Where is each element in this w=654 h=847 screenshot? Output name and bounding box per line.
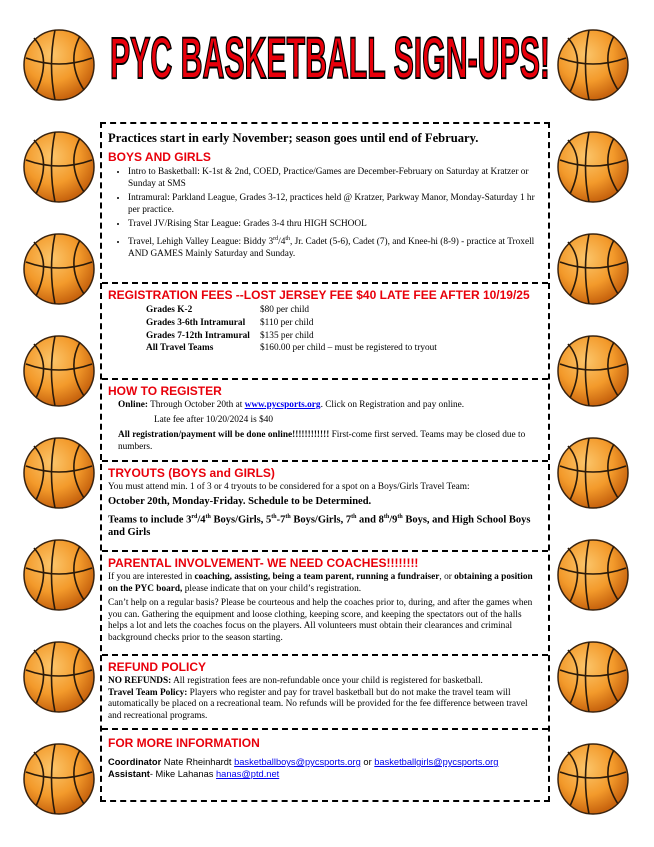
register-note: [118, 430, 542, 453]
tryouts-line3: Teams to include 3rd/4th Boys/Girls, 5th-7th Boys/Girls, 7th and 8th/9th Boys, and High School Boys and Girls: [108, 513, 531, 539]
parental-header: PARENTAL INVOLVEMENT- WE NEED COACHES!!!!!!!!: [108, 556, 419, 570]
info-section: [102, 728, 548, 800]
fee-value: $80 per child: [260, 305, 310, 315]
list-item: • Intramural: Parkland League, Grades 3-12, practices held @ Kratzer, Parkway Manor, Monday-Saturday 1 hr per practice.: [128, 193, 542, 216]
title-text: PYC BASKETBALL SIGN-UPS!: [110, 26, 550, 91]
basketball-icon: [22, 334, 96, 408]
basketball-icon: [22, 742, 96, 816]
fee-label: Grades K-2: [146, 305, 193, 315]
basketball-icon: [22, 436, 96, 510]
basketball-icon: [22, 28, 96, 102]
parental-p2: Can’t help on a regular basis? Please be courteous and help the coaches prior to, during, and after the games when you can. Gathering the equipment and loose clothing, keeping score, and keeping the spectators out of the halls helps a lot and lets the coaches focus on the players. All volunteers must obtain their clearances and criminal background checks prior to the season starting.: [108, 598, 533, 643]
fee-value: $110 per child: [260, 317, 314, 328]
fee-label: All Travel Teams: [146, 343, 214, 354]
practices-line: Practices start in early November; season goes until end of February.: [108, 131, 479, 145]
refund-l1: NO REFUNDS: All registration fees are non-refundable once your child is registered for basketball.: [108, 676, 483, 686]
basketball-icon: [556, 436, 630, 510]
assistant-line: Assistant- Mike Lahanas hanas@ptd.net: [108, 769, 280, 779]
list-item: • Travel, Lehigh Valley League: Biddy 3rd/4th, Jr. Cadet (5-6), Cadet (7), and Knee-hi (8-9) - practice at Troxell AND GAMES Mainly Saturday and Sunday.: [128, 234, 542, 260]
fees-section: [102, 282, 548, 378]
list-item: • Intro to Basketball: K-1st & 2nd, COED, Practice/Games are December-February on Saturday at Kratzer or Sunday at SMS: [128, 167, 542, 190]
online-pre: Through October 20th at: [147, 400, 245, 410]
refund-section: [102, 654, 548, 728]
table-row: [146, 342, 542, 355]
parental-p1: If you are interested in coaching, assisting, being a team parent, running a fundraiser, or obtaining a position on the PYC board, please indicate that on your child’s registration.: [108, 572, 533, 594]
email-link[interactable]: basketballboys@pycsports.org: [234, 757, 361, 767]
basketball-icon: [556, 334, 630, 408]
register-header: HOW TO REGISTER: [108, 384, 222, 398]
boys-girls-list: [108, 167, 542, 260]
parental-section: [102, 550, 548, 654]
basketball-icon: [22, 538, 96, 612]
basketball-icon: [556, 538, 630, 612]
basketball-icon: [556, 742, 630, 816]
basketball-icon: [556, 130, 630, 204]
refund-header: REFUND POLICY: [108, 660, 207, 674]
note-rest: First-come first served. Teams may be closed due to numbers.: [118, 430, 526, 452]
basketball-icon: [22, 232, 96, 306]
basketball-icon: [556, 640, 630, 714]
email-link[interactable]: hanas@ptd.net: [216, 769, 280, 779]
coordinator-line: Coordinator Nate Rheinhardt basketballboys@pycsports.org or basketballgirls@pycsports.org: [108, 757, 499, 767]
basketball-icon: [556, 232, 630, 306]
fee-label: Grades 3-6th Intramural: [146, 317, 246, 328]
register-section: [102, 378, 548, 460]
email-link[interactable]: basketballgirls@pycsports.org: [374, 757, 499, 767]
late-fee: Late fee after 10/20/2024 is $40: [154, 414, 274, 425]
fees-header: REGISTRATION FEES --LOST JERSEY FEE $40 LATE FEE AFTER 10/19/25: [108, 288, 530, 302]
tryouts-section: [102, 460, 548, 550]
fee-label: Grades 7-12th Intramural: [146, 330, 250, 341]
table-row: [146, 317, 542, 330]
pycsports-link[interactable]: www.pycsports.org: [244, 400, 321, 410]
online-post: . Click on Registration and pay online.: [320, 400, 465, 410]
note-bold: All registration/payment will be done online!!!!!!!!!!!!: [118, 430, 330, 441]
tryouts-header: TRYOUTS (BOYS and GIRLS): [108, 466, 275, 480]
fee-value: $135 per child: [260, 330, 314, 341]
refund-l2: Travel Team Policy: Players who register and pay for travel basketball but do not make the travel team will automatically be placed on a recreational team. No refunds will be provided for the fee difference between travel and recreational programs.: [108, 687, 528, 721]
table-row: [146, 304, 542, 317]
fees-table: [146, 304, 542, 355]
info-frame: [100, 122, 550, 802]
fee-value: $160.00 per child – must be registered to tryout: [260, 343, 437, 354]
table-row: [146, 330, 542, 343]
basketball-icon: [22, 640, 96, 714]
boys-girls-header: BOYS AND GIRLS: [108, 150, 211, 164]
boys-girls-section: [102, 124, 548, 282]
basketball-icon: [22, 130, 96, 204]
list-item: • Travel JV/Rising Star League: Grades 3-4 thru HIGH SCHOOL: [128, 219, 542, 231]
info-header: FOR MORE INFORMATION: [108, 736, 260, 750]
online-label: Online:: [118, 400, 148, 410]
page-title: [100, 18, 560, 94]
basketball-icon: [556, 28, 630, 102]
register-online: [118, 400, 542, 412]
tryouts-line2: October 20th, Monday-Friday. Schedule to be Determined.: [108, 495, 372, 507]
tryouts-line1: You must attend min. 1 of 3 or 4 tryouts to be considered for a spot on a Boys/Girls Travel Team:: [108, 482, 470, 492]
